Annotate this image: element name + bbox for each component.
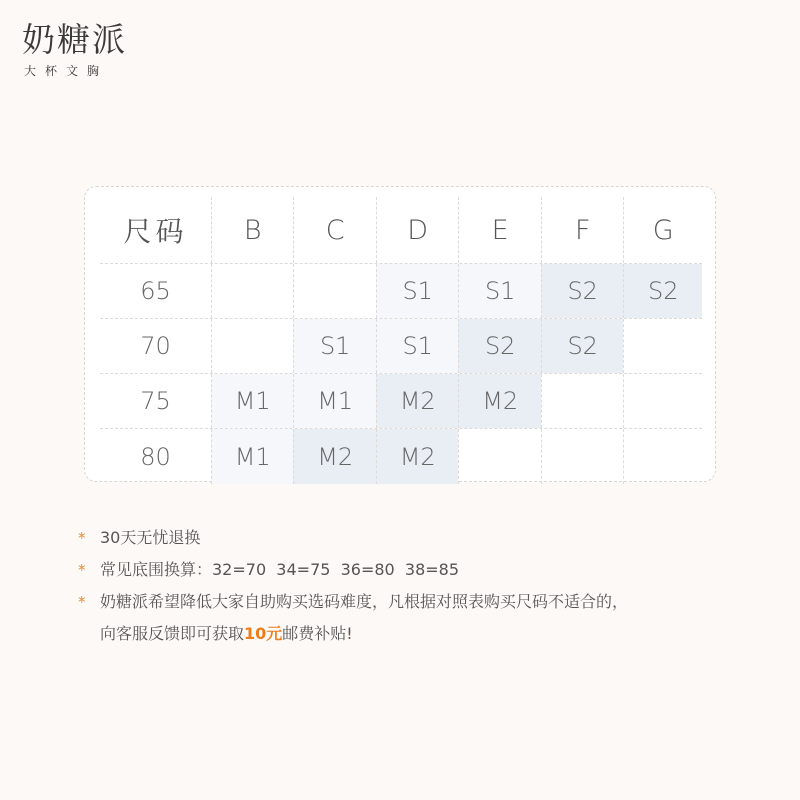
- cup-header: G: [623, 197, 702, 263]
- size-cell: S1: [376, 264, 459, 318]
- size-cell: [541, 374, 624, 428]
- note-item: [78, 586, 778, 618]
- cup-header: D: [376, 197, 459, 263]
- star-icon: *: [78, 593, 86, 611]
- size-chart-table: [100, 197, 702, 484]
- size-row: [100, 319, 702, 374]
- size-cell: M2: [376, 429, 459, 484]
- note-text: 常见底围换算：32=70 34=75 36=80 38=85: [100, 560, 460, 579]
- size-cell: [623, 429, 702, 484]
- brand-logo: [22, 20, 127, 79]
- size-corner-label: 尺码: [123, 215, 188, 248]
- size-cell: [623, 374, 702, 428]
- size-cell: [211, 319, 294, 373]
- star-icon: *: [78, 561, 86, 579]
- size-row: [100, 374, 702, 429]
- size-cell: S2: [541, 319, 624, 373]
- size-row: [100, 429, 702, 484]
- band-size-label: 65: [140, 277, 171, 305]
- size-cell: S1: [293, 319, 376, 373]
- note-item: [78, 522, 778, 554]
- size-cell: S2: [623, 264, 702, 318]
- note-text-part: 邮费补贴!: [282, 624, 353, 643]
- size-chart-card: [84, 186, 716, 482]
- subsidy-highlight: 10元: [244, 624, 283, 643]
- size-cell: M2: [293, 429, 376, 484]
- note-item-continued: [78, 618, 778, 650]
- size-chart-header-row: [100, 197, 702, 264]
- brand-name: 奶糖派: [22, 20, 127, 59]
- size-chart-body: [100, 264, 702, 484]
- cup-header: E: [458, 197, 541, 263]
- note-text: 30天无忧退换: [100, 528, 201, 547]
- size-cell: S2: [458, 319, 541, 373]
- size-cell: [623, 319, 702, 373]
- brand-subtitle: 大杯文胸: [24, 64, 109, 78]
- size-cell: M2: [458, 374, 541, 428]
- note-text: [78, 618, 353, 650]
- notes-section: [78, 522, 778, 650]
- band-size-label: 80: [140, 442, 171, 471]
- size-cell: S2: [541, 264, 624, 318]
- cup-header: B: [211, 197, 294, 263]
- size-row: [100, 264, 702, 319]
- size-cell: M1: [211, 374, 294, 428]
- band-size-label: 70: [140, 332, 171, 360]
- size-cell: S1: [376, 319, 459, 373]
- size-cell: M1: [211, 429, 294, 484]
- size-cell: [211, 264, 294, 318]
- cup-header: C: [293, 197, 376, 263]
- band-size-label: 75: [140, 387, 171, 415]
- note-item: [78, 554, 778, 586]
- cup-header: F: [541, 197, 624, 263]
- size-cell: [458, 429, 541, 484]
- size-cell: M1: [293, 374, 376, 428]
- size-cell: S1: [458, 264, 541, 318]
- size-cell: [541, 429, 624, 484]
- size-cell: [293, 264, 376, 318]
- note-text: 奶糖派希望降低大家自助购买选码难度，凡根据对照表购买尺码不适合的，: [100, 592, 629, 611]
- size-cell: M2: [376, 374, 459, 428]
- note-text-part: 向客服反馈即可获取: [100, 624, 245, 643]
- star-icon: *: [78, 529, 86, 547]
